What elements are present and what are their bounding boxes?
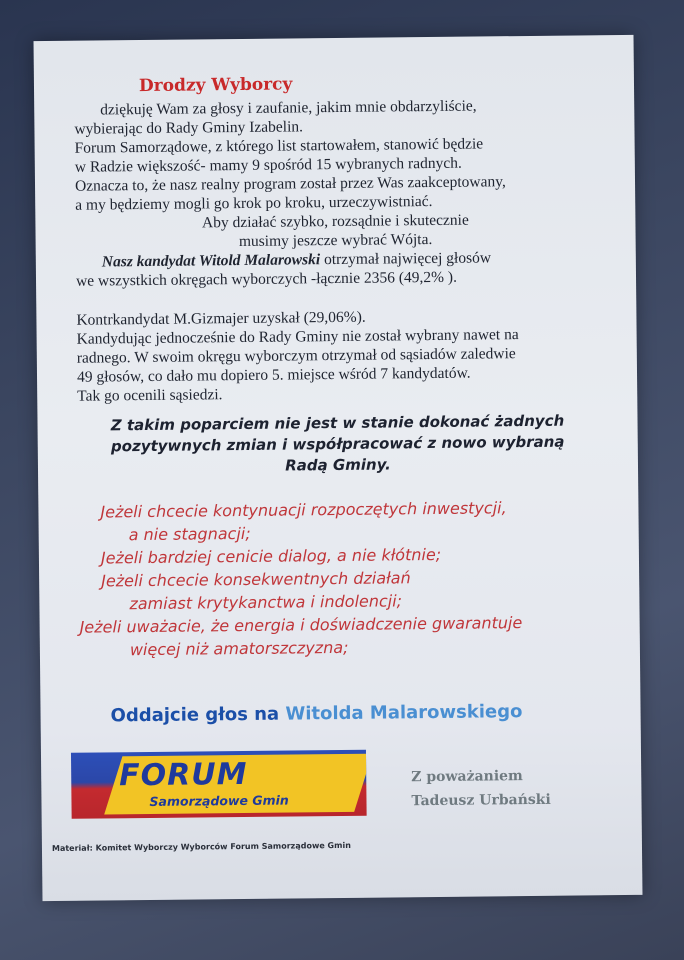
statement-line: Z takim poparciem nie jest w stanie dokonać żadnych xyxy=(110,411,565,435)
text-line: Kontrkandydat M.Gizmajer uzyskał (29,06%). xyxy=(76,308,366,329)
logo-main-text: FORUM xyxy=(119,756,248,794)
call-to-action xyxy=(110,700,630,726)
text-line: wybierając do Rady Gminy Izabelin. xyxy=(74,118,304,138)
flyer-sheet xyxy=(34,35,643,901)
text-line: a my będziemy mogli go krok po kroku, urzeczywistniać. xyxy=(75,192,433,214)
statement-line: pozytywnych zmian i współpracować z nowo wybraną xyxy=(110,432,565,456)
text-line: 49 głosów, co dało mu dopiero 5. miejsce wśród 7 kandydatów. xyxy=(76,364,471,386)
appeal-line: Jeżeli chcecie konsekwentnych działań xyxy=(101,568,411,591)
bold-statement xyxy=(87,410,588,478)
candidate-result: otrzymał najwięcej głosów xyxy=(320,249,492,269)
footer-note: Materiał: Komitet Wyborczy Wyborców Forum Samorządowe Gmin xyxy=(51,840,351,854)
appeal-line: Jeżeli chcecie kontynuacji rozpoczętych inwestycji, xyxy=(100,498,507,522)
text-line: Kandydując jednocześnie do Rady Gminy nie został wybrany nawet na xyxy=(76,326,519,348)
appeal-line: Jeżeli bardziej cenicie dialog, a nie kłótnie; xyxy=(100,544,442,568)
text-line: dziękuję Wam za głosy i zaufanie, jakim mnie obdarzyliście, xyxy=(100,97,477,119)
signature xyxy=(411,764,551,813)
text-line: musimy jeszcze wybrać Wójta. xyxy=(238,231,433,251)
text-line: we wszystkich okręgach wyborczych -łącznie 2356 (49,2% ). xyxy=(75,268,458,290)
appeal-line: a nie stagnacji; xyxy=(128,523,251,545)
appeal-line: zamiast krytykanctwa i indolencji; xyxy=(129,591,403,614)
appeal-line: Jeżeli uważacie, że energia i doświadczenie gwarantuje xyxy=(79,613,523,637)
text-line: Forum Samorządowe, z którego list startowałem, stanowić będzie xyxy=(74,135,484,157)
statement-line: Radą Gminy. xyxy=(285,455,391,475)
forum-logo xyxy=(71,750,367,819)
text-line: Tak go ocenili sąsiedzi. xyxy=(77,386,223,405)
text-line: radnego. W swoim okręgu wyborczym otrzymał od sąsiadów zaledwie xyxy=(76,345,516,367)
cta-candidate: Witolda Malarowskiego xyxy=(285,701,523,725)
logo-sub-text: Samorządowe Gmin xyxy=(149,792,289,809)
text-line: Aby działać szybko, rozsądnie i skutecznie xyxy=(201,211,469,232)
signature-greeting: Z poważaniem xyxy=(411,768,523,786)
cta-text: Oddajcie głos na xyxy=(110,703,286,727)
signature-name: Tadeusz Urbański xyxy=(411,791,551,810)
appeal-list xyxy=(78,495,620,662)
flyer-title: Drodzy Wyborcy xyxy=(138,74,293,97)
letter-body xyxy=(74,95,597,405)
candidate-name: Nasz kandydat Witold Malarowski xyxy=(101,251,321,271)
text-line: Oznacza to, że nasz realny program został przez Was zaakceptowany, xyxy=(74,173,506,195)
appeal-line: więcej niż amatorszczyzna; xyxy=(129,637,349,660)
text-line: w Radzie większość- mamy 9 spośród 15 wybranych radnych. xyxy=(74,154,462,176)
